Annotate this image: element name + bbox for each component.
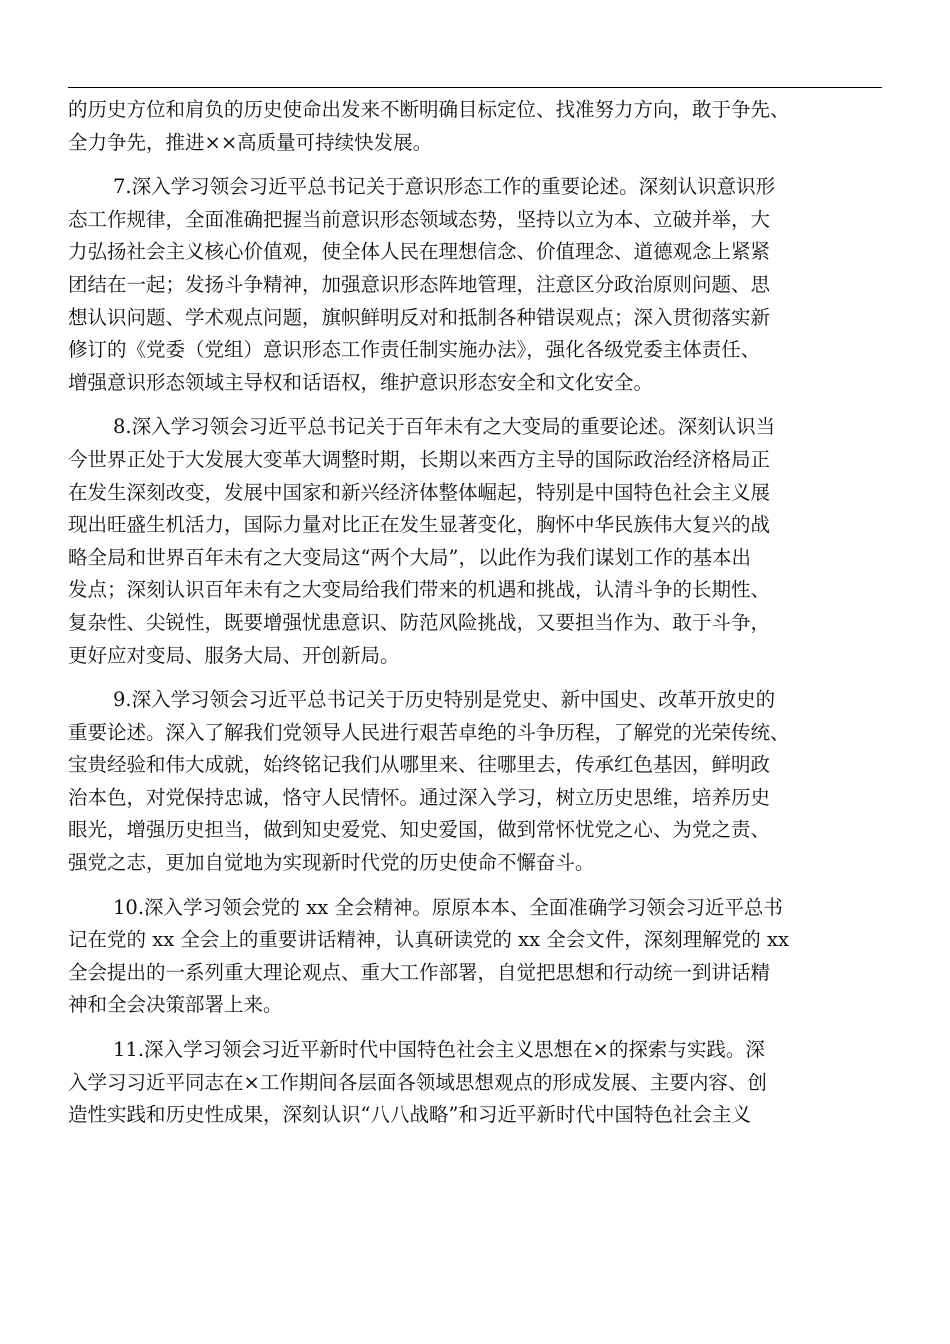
text-line: 全力争先，推进××高质量可持续快发展。 — [68, 130, 433, 154]
text-line: 入学习习近平同志在×工作期间各层面各领域思想观点的形成发展、主要内容、创 — [68, 1070, 767, 1094]
text-line: 11.深入学习领会习近平新时代中国特色社会主义思想在×的探索与实践。深 — [113, 1038, 765, 1062]
text-line: 造性实践和历史性成果，深刻认识“八八战略”和习近平新时代中国特色社会主义 — [68, 1103, 751, 1127]
text-line: 更好应对变局、服务大局、开创新局。 — [68, 643, 400, 667]
text-line: 全会提出的一系列重大理论观点、重大工作部署，自觉把思想和行动统一到讲话精 — [68, 960, 771, 984]
text-line: 10.深入学习领会党的 xx 全会精神。原原本本、全面准确学习领会习近平总书 — [113, 895, 783, 919]
text-line: 略全局和世界百年未有之大变局这“两个大局”，以此作为我们谋划工作的基本出 — [68, 545, 751, 569]
text-line: 现出旺盛生机活力，国际力量对比正在发生显著变化，胸怀中华民族伟大复兴的战 — [68, 513, 771, 537]
document-body — [68, 94, 882, 1132]
text-line: 修订的《党委（党组）意识形态工作责任制实施办法》，强化各级党委主体责任、 — [68, 338, 761, 362]
text-line: 团结在一起；发扬斗争精神，加强意识形态阵地管理，注意区分政治原则问题、思 — [68, 272, 771, 296]
text-line: 神和全会决策部署上来。 — [68, 993, 283, 1017]
text-line: 9.深入学习领会习近平总书记关于历史特别是党史、新中国史、改革开放史的 — [113, 688, 776, 712]
text-line: 想认识问题、学术观点问题，旗帜鲜明反对和抵制各种错误观点；深入贯彻落实新 — [68, 305, 771, 329]
paragraph — [68, 94, 882, 159]
paragraph — [68, 1034, 882, 1132]
text-line: 在发生深刻改变，发展中国家和新兴经济体整体崛起，特别是中国特色社会主义展 — [68, 480, 771, 504]
header-rule — [68, 87, 882, 88]
text-line: 态工作规律，全面准确把握当前意识形态领域态势，坚持以立为本、立破并举，大 — [68, 207, 771, 231]
text-line: 宝贵经验和伟大成就，始终铭记我们从哪里来、往哪里去，传承红色基因，鲜明政 — [68, 753, 771, 777]
text-line: 的历史方位和肩负的历史使命出发来不断明确目标定位、找准努力方向，敢于争先、 — [68, 98, 790, 121]
text-line: 复杂性、尖锐性，既要增强忧患意识、防范风险挑战，又要担当作为、敢于斗争， — [68, 610, 771, 634]
paragraph — [68, 684, 882, 880]
text-line: 8.深入学习领会习近平总书记关于百年未有之大变局的重要论述。深刻认识当 — [113, 415, 776, 439]
text-line: 发点；深刻认识百年未有之大变局给我们带来的机遇和挑战，认清斗争的长期性、 — [68, 578, 771, 602]
paragraph — [68, 892, 882, 1022]
paragraph — [68, 171, 882, 399]
text-line: 记在党的 xx 全会上的重要讲话精神，认真研读党的 xx 全会文件，深刻理解党的 xx — [68, 928, 789, 952]
paragraph — [68, 411, 882, 672]
text-line: 治本色，对党保持忠诚，恪守人民情怀。通过深入学习，树立历史思维，培养历史 — [68, 785, 771, 809]
text-line: 增强意识形态领域主导权和话语权，维护意识形态安全和文化安全。 — [68, 370, 654, 394]
text-line: 强党之志，更加自觉地为实现新时代党的历史使命不懈奋斗。 — [68, 851, 595, 875]
text-line: 今世界正处于大发展大变革大调整时期，长期以来西方主导的国际政治经济格局正 — [68, 447, 771, 471]
text-line: 7.深入学习领会习近平总书记关于意识形态工作的重要论述。深刻认识意识形 — [113, 175, 776, 199]
text-line: 力弘扬社会主义核心价值观，使全体人民在理想信念、价值理念、道德观念上紧紧 — [68, 240, 771, 264]
text-line: 重要论述。深入了解我们党领导人民进行艰苦卓绝的斗争历程，了解党的光荣传统、 — [68, 720, 790, 744]
text-line: 眼光，增强历史担当，做到知史爱党、知史爱国，做到常怀忧党之心、为党之责、 — [68, 818, 771, 842]
